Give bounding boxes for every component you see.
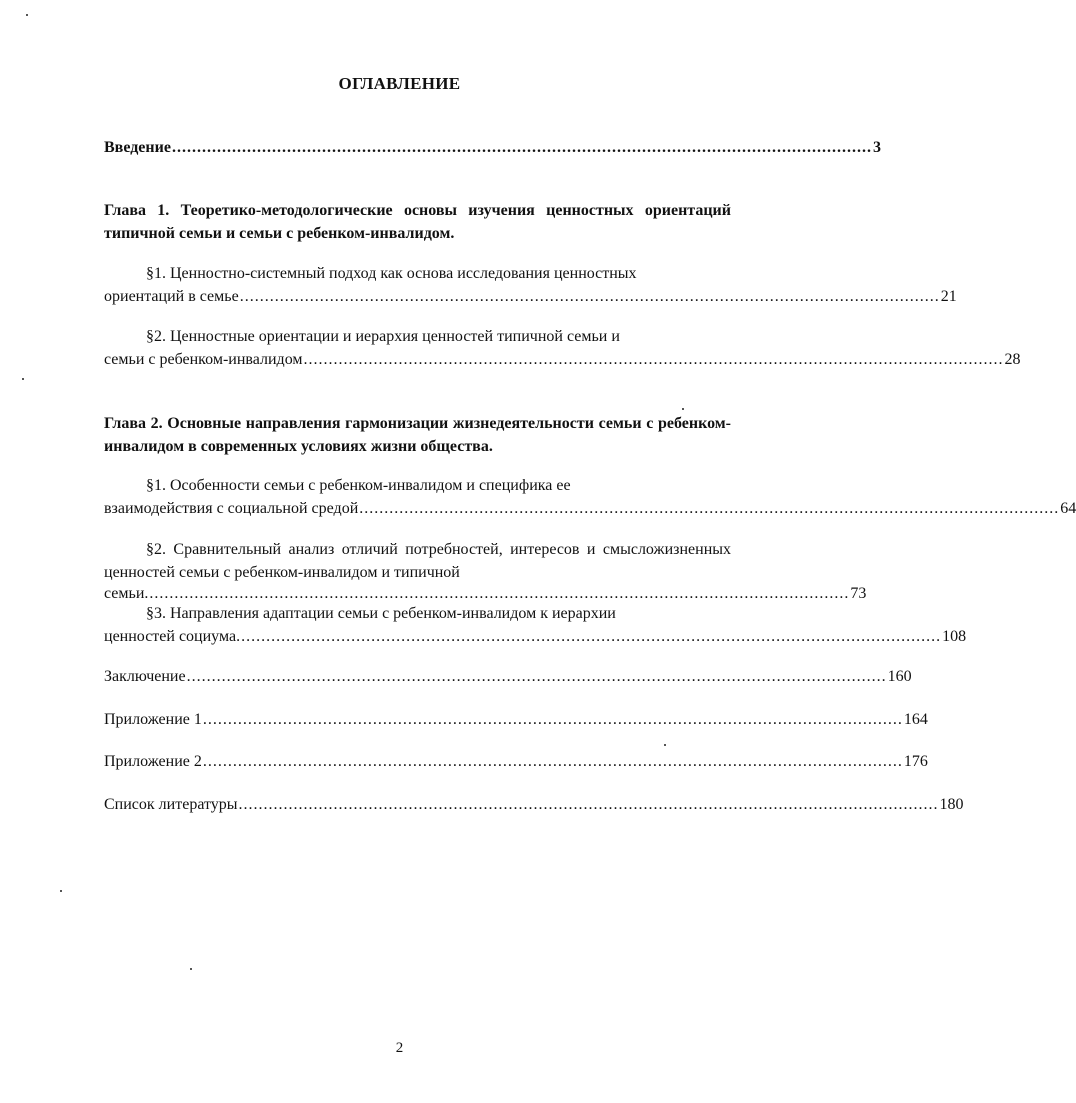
- toc-page-number: 28: [1004, 351, 1021, 368]
- page-title: ОГЛАВЛЕНИЕ: [338, 74, 461, 93]
- toc-leader-dots: ............................................................................................................................................: [359, 500, 1060, 517]
- toc-entry-line: §2. Ценностные ориентации и иерархия ценностей типичной семьи и: [146, 328, 620, 345]
- toc-entry-ch1-sec1: [104, 262, 957, 308]
- chapter-1-heading: Глава 1. Теоретико-методологические основы изучения ценностных ориентаций типичной семьи и семьи с ребенком-инвалидом.: [104, 202, 731, 242]
- scan-speck: [22, 378, 24, 380]
- toc-entry-appendix-1: [104, 708, 928, 731]
- toc-entry-ch2-sec3: [104, 602, 967, 648]
- toc-entry-appendix-2: [104, 750, 928, 773]
- toc-entry-label: семьи с ребенком-инвалидом: [104, 351, 303, 368]
- toc-entry-label: Введение: [104, 139, 171, 156]
- toc-page-number: 3: [872, 139, 881, 156]
- toc-entry-label: семьи.: [104, 585, 149, 602]
- toc-page-number: 180: [939, 796, 964, 813]
- toc-entry-line: §1. Ценностно-системный подход как основа исследования ценностных: [146, 265, 637, 282]
- toc-leader-dots: ............................................................................................................................................: [202, 711, 903, 728]
- scan-speck: [26, 14, 28, 16]
- toc-entry-ch1-sec2: [104, 325, 1021, 371]
- toc-entry-label: Приложение 1: [104, 711, 202, 728]
- toc-entry-line: §3. Направления адаптации семьи с ребенком-инвалидом к иерархии: [146, 605, 616, 622]
- toc-entry-introduction: [104, 136, 881, 159]
- toc-leader-dots: ............................................................................................................................................: [238, 796, 939, 813]
- toc-page-number: 164: [903, 711, 928, 728]
- toc-leader-dots: ............................................................................................................................................: [149, 585, 850, 602]
- toc-entry-bibliography: [104, 793, 964, 816]
- toc-entry-text: §2. Сравнительный анализ отличий потребностей, интересов и смысложизненных ценностей семьи с ребенком-инвалидом и типичной: [104, 541, 731, 581]
- toc-entry-label: ценностей социума.: [104, 628, 241, 645]
- toc-leader-dots: ............................................................................................................................................: [303, 351, 1004, 368]
- toc-leader-dots: ............................................................................................................................................: [171, 139, 872, 156]
- scan-speck: [190, 968, 192, 970]
- toc-entry-label: Заключение: [104, 668, 186, 685]
- toc-leader-dots: ............................................................................................................................................: [241, 628, 942, 645]
- toc-entry-conclusion: [104, 665, 912, 688]
- scan-speck: [682, 408, 684, 410]
- toc-entry-label: Список литературы: [104, 796, 238, 813]
- chapter-2-heading: Глава 2. Основные направления гармонизации жизнедеятельности семьи с ребенком-инвалидом в современных условиях жизни общества.: [104, 415, 731, 455]
- toc-entry-label: ориентаций в семье: [104, 288, 239, 305]
- toc-entry-label: Приложение 2: [104, 753, 202, 770]
- toc-page-number: 64: [1060, 500, 1076, 517]
- toc-leader-dots: ............................................................................................................................................: [186, 668, 887, 685]
- toc-leader-dots: ............................................................................................................................................: [239, 288, 940, 305]
- toc-entry-line: §1. Особенности семьи с ребенком-инвалидом и специфика ее: [146, 477, 571, 494]
- toc-page-number: 21: [940, 288, 957, 305]
- toc-leader-dots: ............................................................................................................................................: [202, 753, 903, 770]
- toc-page-number: 176: [903, 753, 928, 770]
- toc-page-number: 160: [887, 668, 912, 685]
- page-number: 2: [395, 1040, 404, 1056]
- toc-entry-ch2-sec2: [104, 538, 867, 603]
- toc-entry-ch2-sec1: [104, 474, 1076, 520]
- toc-entry-label: взаимодействия с социальной средой: [104, 500, 359, 517]
- toc-page-number: 73: [850, 585, 867, 602]
- scan-speck: [60, 890, 62, 892]
- toc-page-number: 108: [942, 628, 967, 645]
- scan-speck: [664, 744, 666, 746]
